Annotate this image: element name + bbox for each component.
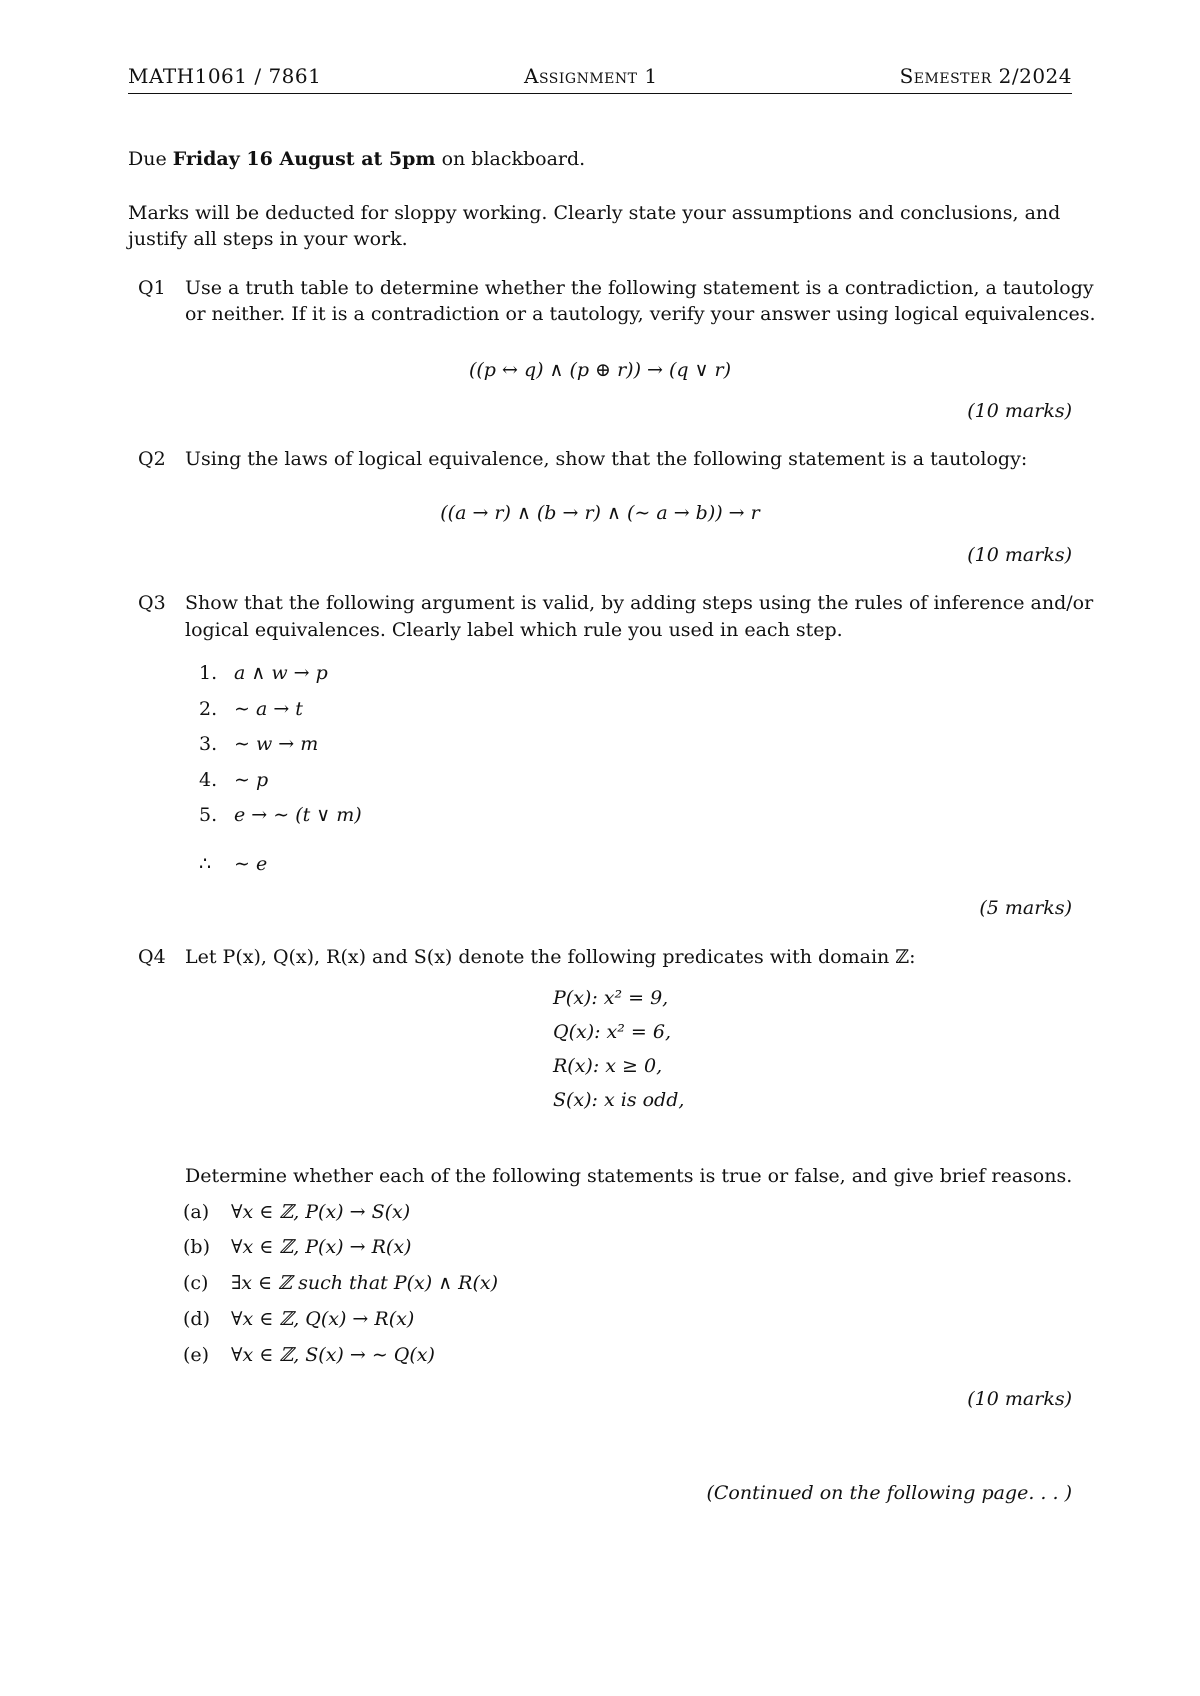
part-c: ∃x ∈ ℤ such that P(x) ∧ R(x) xyxy=(231,1272,499,1294)
premise-number: 3. xyxy=(199,733,218,755)
part-a: ∀x ∈ ℤ, P(x) → S(x) xyxy=(231,1201,411,1223)
header-rule xyxy=(128,93,1072,94)
q2-marks: (10 marks) xyxy=(967,544,1072,566)
q4-marks: (10 marks) xyxy=(967,1388,1072,1410)
due-prefix: Due xyxy=(128,148,167,170)
q2-text: Using the laws of logical equivalence, show that the following statement is a tautology: xyxy=(185,448,1028,470)
q1-marks: (10 marks) xyxy=(967,400,1072,422)
q4-instruction: Determine whether each of the following statements is true or false, and give brief reasons. xyxy=(185,1165,1073,1187)
instructions-line-1: Marks will be deducted for sloppy working. Clearly state your assumptions and conclusions, and xyxy=(128,202,1061,224)
premise-1: a ∧ w → p xyxy=(234,662,328,684)
therefore-symbol: ∴ xyxy=(199,853,212,875)
part-label: (d) xyxy=(183,1308,210,1330)
q1-text-line-1: Use a truth table to determine whether the following statement is a contradiction, a tautology xyxy=(185,277,1094,299)
part-label: (c) xyxy=(183,1272,209,1294)
predicate-r: R(x): x ≥ 0, xyxy=(553,1055,663,1077)
due-date: Friday 16 August at 5pm xyxy=(172,148,436,170)
due-suffix: on blackboard. xyxy=(441,148,586,170)
part-label: (e) xyxy=(183,1344,210,1366)
premise-2: ∼ a → t xyxy=(234,698,303,720)
premise-number: 1. xyxy=(199,662,218,684)
premise-number: 2. xyxy=(199,698,218,720)
predicate-s: S(x): x is odd, xyxy=(553,1089,685,1111)
due-line xyxy=(128,146,585,172)
part-d: ∀x ∈ ℤ, Q(x) → R(x) xyxy=(231,1308,415,1330)
q4-number: Q4 xyxy=(138,946,166,968)
q2-formula: ((a → r) ∧ (b → r) ∧ (∼ a → b)) → r xyxy=(440,502,760,524)
q3-text-line-1: Show that the following argument is valid, by adding steps using the rules of inference and/or xyxy=(185,592,1094,614)
q1-number: Q1 xyxy=(138,277,166,299)
part-label: (b) xyxy=(183,1236,210,1258)
premise-number: 5. xyxy=(199,804,218,826)
q1-text-line-2: or neither. If it is a contradiction or a tautology, verify your answer using logical equivalences. xyxy=(185,303,1096,325)
part-e: ∀x ∈ ℤ, S(x) → ∼ Q(x) xyxy=(231,1344,435,1366)
predicate-q: Q(x): x² = 6, xyxy=(553,1021,672,1043)
part-b: ∀x ∈ ℤ, P(x) → R(x) xyxy=(231,1236,412,1258)
part-label: (a) xyxy=(183,1201,210,1223)
course-code: MATH1061 / 7861 xyxy=(128,64,322,88)
q3-text-line-2: logical equivalences. Clearly label which rule you used in each step. xyxy=(185,619,843,641)
q3-conclusion: ∼ e xyxy=(234,853,268,875)
assignment-title: Assignment 1 xyxy=(524,64,658,88)
premise-3: ∼ w → m xyxy=(234,733,319,755)
q1-formula: ((p ↔ q) ∧ (p ⊕ r)) → (q ∨ r) xyxy=(468,359,732,381)
continued-note: (Continued on the following page. . . ) xyxy=(706,1482,1072,1504)
predicate-p: P(x): x² = 9, xyxy=(553,987,669,1009)
premise-number: 4. xyxy=(199,769,218,791)
q3-number: Q3 xyxy=(138,592,166,614)
premise-5: e → ∼ (t ∨ m) xyxy=(234,804,362,826)
premise-4: ∼ p xyxy=(234,769,269,791)
q2-number: Q2 xyxy=(138,448,166,470)
semester-label: Semester 2/2024 xyxy=(899,64,1072,88)
q3-marks: (5 marks) xyxy=(979,897,1072,919)
instructions-line-2: justify all steps in your work. xyxy=(128,228,408,250)
q4-intro: Let P(x), Q(x), R(x) and S(x) denote the following predicates with domain ℤ: xyxy=(185,946,916,968)
